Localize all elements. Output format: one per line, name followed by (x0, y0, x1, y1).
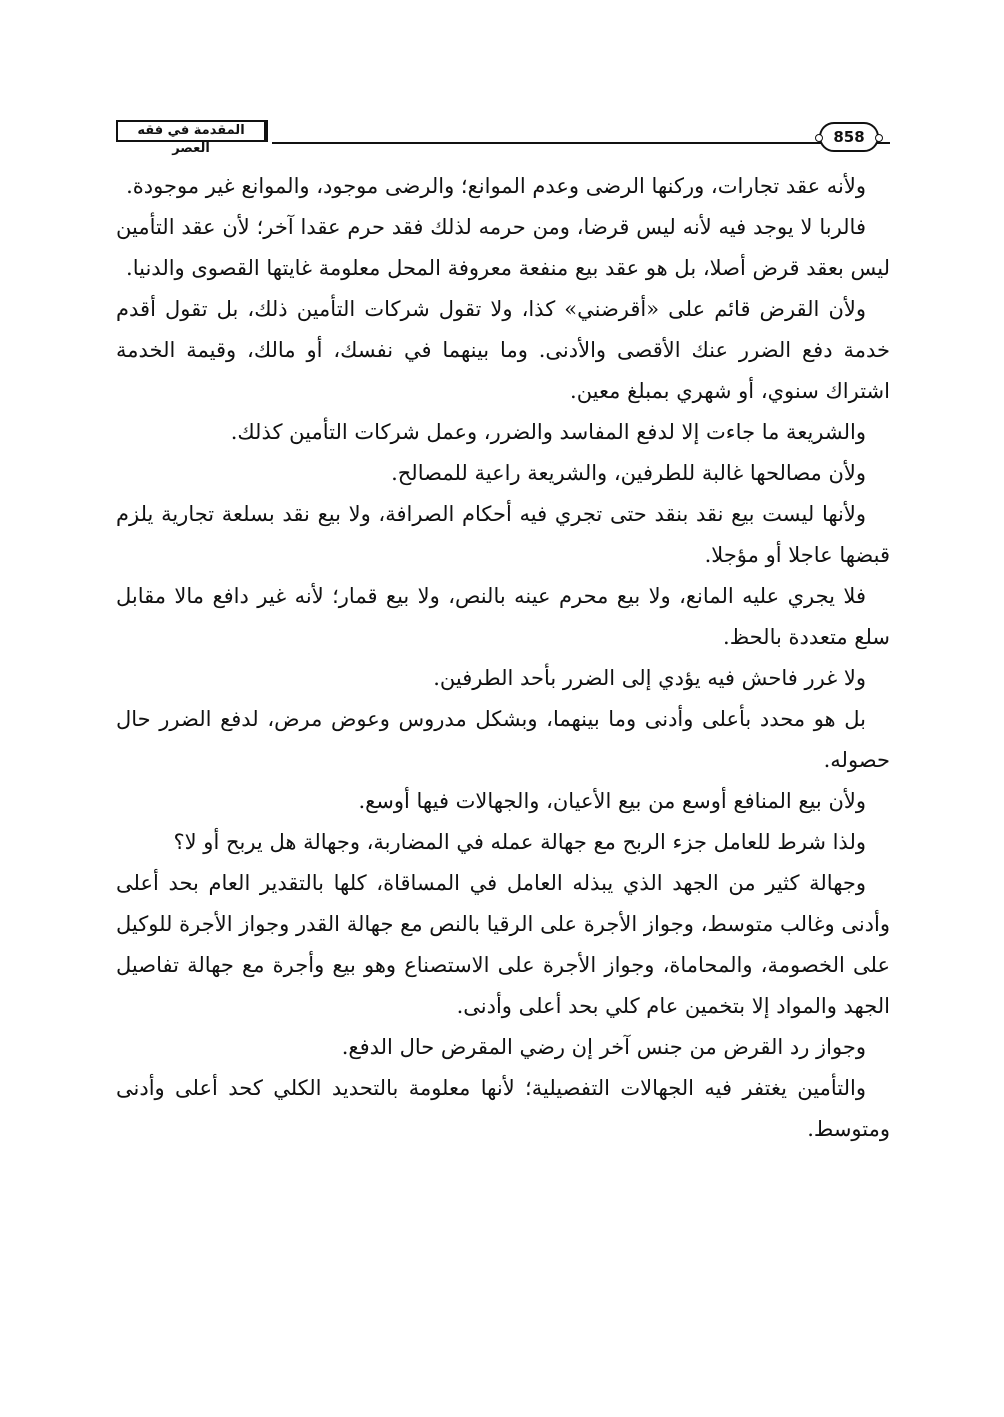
paragraph: ولا غرر فاحش فيه يؤدي إلى الضرر بأحد الطرفين. (433, 666, 866, 690)
page-number: 858 (819, 122, 879, 152)
paragraph: ولأن القرض قائم على «أقرضني» كذا، ولا تقول شركات التأمين ذلك، بل تقول أقدم خدمة دفع الضرر عنك الأقصى والأدنى. وما بينهما في نفسك، أو مالك، وقيمة الخدمة اشتراك سنوي، أو شهري بمبلغ معين. (116, 297, 890, 403)
paragraph: ولأنه عقد تجارات، وركنها الرضى وعدم الموانع؛ والرضى موجود، والموانع غير موجودة. (126, 174, 866, 198)
paragraph: والشريعة ما جاءت إلا لدفع المفاسد والضرر، وعمل شركات التأمين كذلك. (230, 420, 866, 444)
paragraph: والتأمين يغتفر فيه الجهالات التفصيلية؛ لأنها معلومة بالتحديد الكلي كحد أعلى وأدنى ومتوسط. (116, 1076, 890, 1141)
body-text (116, 166, 890, 1150)
paragraph: ولذا شرط للعامل جزء الربح مع جهالة عمله في المضاربة، وجهالة هل يربح أو لا؟ (173, 830, 866, 854)
paragraph: فالربا لا يوجد فيه لأنه ليس قرضا، ومن حرمه لذلك فقد حرم عقدا آخر؛ لأن عقد التأمين ليس بعقد قرض أصلا، بل هو عقد بيع منفعة معروفة المحل معلومة غايتها القصوى والدنيا. (116, 215, 890, 280)
paragraph: بل هو محدد بأعلى وأدنى وما بينهما، وبشكل مدروس وعوض مرض، لدفع الضرر حال حصوله. (116, 707, 890, 772)
paragraph: ولأن مصالحها غالبة للطرفين، والشريعة راعية للمصالح. (391, 461, 866, 485)
paragraph: وجواز رد القرض من جنس آخر إن رضي المقرض حال الدفع. (341, 1035, 866, 1059)
header-rule (272, 142, 890, 144)
paragraph: فلا يجري عليه المانع، ولا بيع محرم عينه بالنص، ولا بيع قمار؛ لأنه غير دافع مالا مقابل سلع متعددة بالحظ. (116, 584, 890, 649)
book-title: المقدمة في فقه العصر (116, 120, 268, 142)
page-header (116, 118, 890, 156)
paragraph: وجهالة كثير من الجهد الذي يبذله العامل في المساقاة، كلها بالتقدير العام بحد أعلى وأدنى وغالب متوسط، وجواز الأجرة على الرقيا بالنص مع جهالة القدر وجواز الأجرة للوكيل على الخصومة، والمحاماة، وجواز الأجرة على الاستصناع وهو بيع وأجرة مع جهالة تفاصيل الجهد والمواد إلا بتخمين عام كلي بحد أعلى وأدنى. (116, 871, 890, 1018)
paragraph: ولأنها ليست بيع نقد بنقد حتى تجري فيه أحكام الصرافة، ولا بيع نقد بسلعة تجارية يلزم قبضها عاجلا أو مؤجلا. (116, 502, 890, 567)
paragraph: ولأن بيع المنافع أوسع من بيع الأعيان، والجهالات فيها أوسع. (358, 789, 866, 813)
